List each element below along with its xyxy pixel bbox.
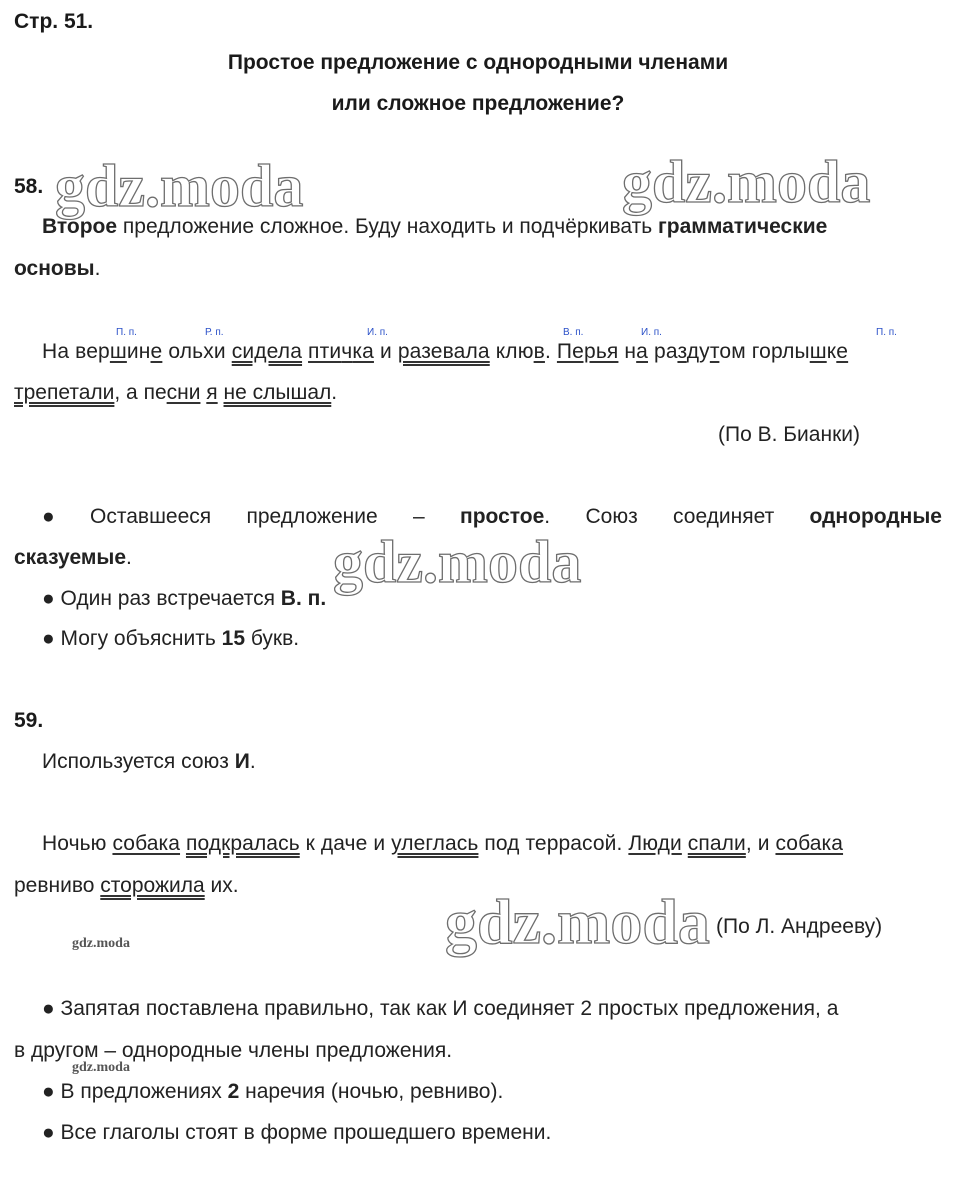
word: клю bbox=[489, 340, 534, 363]
text: ● Могу объяснить bbox=[42, 627, 222, 650]
word: . bbox=[544, 505, 551, 528]
ex58-intro-line-1 bbox=[42, 215, 827, 239]
word: под террасой. bbox=[478, 832, 629, 855]
subject: Люди bbox=[628, 832, 682, 855]
word: ом bbox=[719, 340, 746, 363]
word-bold: однородные bbox=[809, 505, 942, 528]
word: Ночью bbox=[42, 832, 113, 855]
spelling-mark: ш bbox=[109, 340, 127, 363]
text: Используется союз bbox=[42, 750, 235, 773]
word: предложение bbox=[246, 505, 378, 528]
text: наречия (ночью, ревниво). bbox=[239, 1080, 504, 1103]
subject: собака bbox=[775, 832, 844, 855]
predicate: трепетали bbox=[14, 381, 115, 404]
text-bold: И bbox=[234, 750, 250, 773]
spelling-mark: в bbox=[533, 340, 545, 363]
ex58-sentence-line-2 bbox=[14, 381, 337, 405]
ex58-intro-text-2: . bbox=[94, 257, 101, 280]
title-line-2: или сложное предложение? bbox=[331, 92, 625, 115]
subject: я bbox=[206, 381, 218, 404]
subject: ч bbox=[341, 340, 353, 363]
word: соединяет bbox=[673, 505, 775, 528]
word: . bbox=[126, 546, 132, 569]
word: – bbox=[413, 505, 425, 528]
ex58-intro-bold-3: основы bbox=[14, 257, 95, 280]
case-label-2: Р. п. bbox=[205, 327, 224, 338]
subject: Перья bbox=[556, 340, 619, 363]
predicate: улеглась bbox=[391, 832, 479, 855]
predicate: не слыша bbox=[223, 381, 319, 404]
text: ● В предложениях bbox=[42, 1080, 228, 1103]
watermark-small-2: gdz.moda bbox=[72, 1060, 130, 1075]
word: Союз bbox=[585, 505, 638, 528]
ex58-bullet-2 bbox=[42, 587, 326, 611]
exercise-59-number: 59. bbox=[14, 709, 44, 732]
text-bold: В. п. bbox=[280, 587, 327, 610]
word: ра bbox=[648, 340, 678, 363]
ex59-bullet-1-line-2: в другом – однородные члены предложения. bbox=[14, 1039, 453, 1062]
word-bold: сказуемые bbox=[14, 546, 126, 569]
text: ● Один раз встречается bbox=[42, 587, 281, 610]
watermark-3: gdz.moda bbox=[333, 529, 582, 595]
spelling-mark: т bbox=[709, 340, 720, 363]
ex58-intro-text-1: предложение сложное. Буду находить и подчёркивать bbox=[117, 215, 659, 238]
word: к даче и bbox=[299, 832, 392, 855]
subject: ка bbox=[352, 340, 374, 363]
ex59-bullet-1-line-1: ● Запятая поставлена правильно, так как И соединяет 2 простых предложения, а bbox=[42, 997, 839, 1020]
subject: пти bbox=[308, 340, 342, 363]
word: ду bbox=[686, 340, 710, 363]
word: их. bbox=[204, 874, 239, 897]
watermark-4: gdz.moda bbox=[445, 886, 710, 957]
word: и bbox=[373, 340, 398, 363]
word: Оставшееся bbox=[90, 505, 212, 528]
spelling-mark: а bbox=[636, 340, 649, 363]
case-label-4: В. п. bbox=[563, 327, 584, 338]
text-bold: 15 bbox=[221, 627, 246, 650]
spelling-mark: ш bbox=[809, 340, 827, 363]
ex59-intro bbox=[42, 750, 256, 774]
word: , и bbox=[745, 832, 776, 855]
word: н bbox=[618, 340, 637, 363]
ex59-sentence-line-2 bbox=[14, 874, 239, 898]
word: горлы bbox=[745, 340, 810, 363]
spelling-mark: сни bbox=[166, 381, 201, 404]
word: . bbox=[331, 381, 338, 404]
word: к bbox=[826, 340, 837, 363]
word-bold: простое bbox=[460, 505, 545, 528]
subject: собака bbox=[112, 832, 181, 855]
word: На bbox=[42, 340, 76, 363]
ex59-bullet-2 bbox=[42, 1080, 503, 1104]
ex58-intro-line-2 bbox=[14, 257, 100, 281]
word: , а пе bbox=[114, 381, 167, 404]
ex58-bullet-3 bbox=[42, 627, 299, 651]
bullet: ● bbox=[42, 505, 55, 528]
predicate: сидела bbox=[231, 340, 303, 363]
case-label-1: П. п. bbox=[116, 327, 137, 338]
text-bold: 2 bbox=[227, 1080, 240, 1103]
spelling-mark: з bbox=[677, 340, 687, 363]
spelling-mark: е bbox=[836, 340, 849, 363]
word: . bbox=[544, 340, 557, 363]
case-label-3: И. п. bbox=[367, 327, 388, 338]
word: вер bbox=[75, 340, 110, 363]
predicate: спали bbox=[687, 832, 746, 855]
title-line-1: Простое предложение с однородными членами bbox=[227, 51, 729, 74]
watermark-2: gdz.moda bbox=[622, 149, 871, 215]
watermark-1: gdz.moda bbox=[55, 153, 304, 219]
ex58-bullet-1-line-2 bbox=[14, 546, 132, 570]
ex58-bullet-1-line-1 bbox=[42, 505, 942, 529]
ex58-intro-bold-1: Второе bbox=[42, 215, 118, 238]
predicate: сторожила bbox=[100, 874, 205, 897]
text: букв. bbox=[245, 627, 300, 650]
ex59-sentence-line-1 bbox=[42, 832, 843, 856]
predicate: подкралась bbox=[185, 832, 300, 855]
ex58-credit: (По В. Бианки) bbox=[718, 423, 860, 446]
watermark-small-1: gdz.moda bbox=[72, 936, 130, 951]
ex59-bullet-3: ● Все глаголы стоят в форме прошедшего времени. bbox=[42, 1121, 552, 1144]
word: ин bbox=[126, 340, 151, 363]
case-label-5: И. п. bbox=[641, 327, 662, 338]
word: ревниво bbox=[14, 874, 101, 897]
predicate: л bbox=[319, 381, 332, 404]
page-label: Стр. 51. bbox=[14, 10, 94, 33]
ex58-sentence-line-1 bbox=[42, 340, 848, 364]
spelling-mark: е bbox=[150, 340, 163, 363]
text: . bbox=[249, 750, 256, 773]
ex58-intro-bold-2: грамматические bbox=[658, 215, 828, 238]
ex59-credit: (По Л. Андрееву) bbox=[716, 915, 883, 938]
predicate: разевала bbox=[397, 340, 490, 363]
case-label-6: П. п. bbox=[876, 327, 897, 338]
exercise-58-number: 58. bbox=[14, 175, 44, 198]
word: ольхи bbox=[162, 340, 232, 363]
